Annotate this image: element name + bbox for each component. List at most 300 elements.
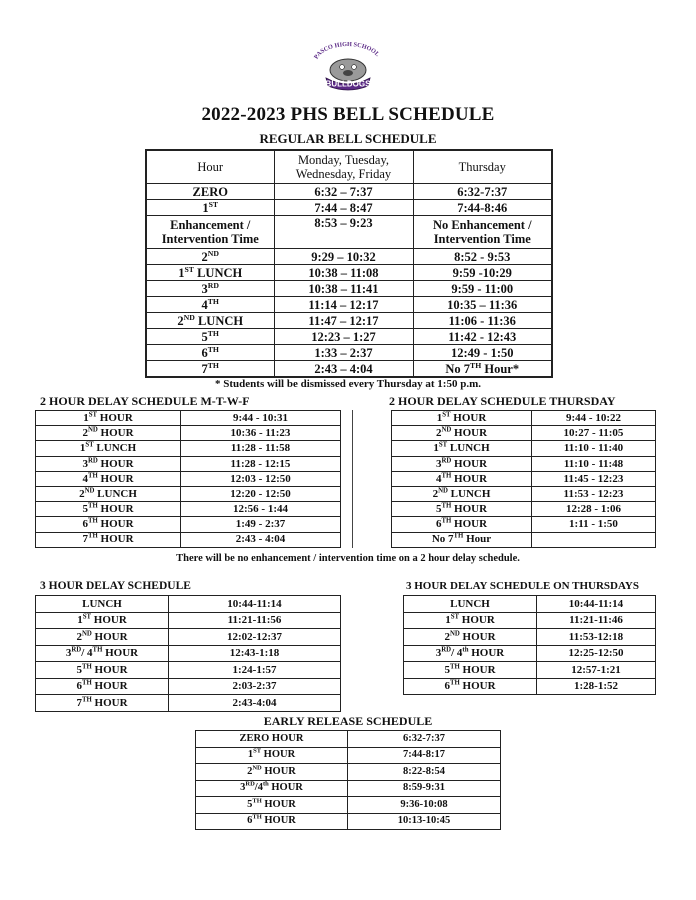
period-cell bbox=[36, 678, 169, 695]
mtwf-time-cell: 11:47 – 12:17 bbox=[274, 313, 413, 329]
period-label: HOUR bbox=[450, 411, 487, 424]
thursday-time: 9:59 - 11:00 bbox=[451, 281, 514, 296]
thursday-time-cell bbox=[413, 281, 552, 297]
period-suffix: RD bbox=[441, 456, 452, 464]
period-label: HOUR bbox=[451, 518, 488, 531]
thursday-time: 9:59 -10:29 bbox=[452, 265, 512, 280]
period-suffix: ND bbox=[438, 487, 448, 495]
table-row bbox=[392, 471, 656, 486]
thursday-suffix: TH bbox=[470, 360, 482, 370]
time-cell: 11:28 - 12:15 bbox=[181, 456, 341, 471]
period-number: 2 bbox=[432, 487, 439, 500]
period-label: / 4 bbox=[451, 647, 463, 660]
period-suffix: ST bbox=[85, 441, 94, 449]
period-number: 6 bbox=[435, 518, 442, 531]
time-cell: 2:43 - 4:04 bbox=[181, 532, 341, 547]
period-number: 2 bbox=[247, 765, 253, 777]
table-row bbox=[196, 813, 501, 830]
period-number: 3 bbox=[435, 457, 442, 470]
period-label: HOUR bbox=[97, 427, 134, 440]
period-number: 2 bbox=[79, 487, 85, 500]
hour-cell bbox=[146, 281, 274, 297]
period-number: ZERO HOUR bbox=[239, 732, 304, 744]
period-number: 1 bbox=[433, 442, 439, 455]
table-row bbox=[36, 486, 341, 501]
table-row bbox=[196, 780, 501, 797]
hour-suffix: TH bbox=[207, 296, 219, 306]
svg-text:PASCO HIGH SCHOOL bbox=[313, 42, 381, 60]
table-row bbox=[146, 184, 552, 200]
period-cell bbox=[392, 502, 532, 517]
table-row bbox=[404, 596, 656, 613]
period-cell bbox=[36, 612, 169, 629]
time-cell: 1:49 - 2:37 bbox=[181, 517, 341, 532]
period-label: HOUR bbox=[261, 749, 296, 761]
hour-label: LUNCH bbox=[194, 313, 244, 328]
hour-cell bbox=[146, 184, 274, 200]
period-label: HOUR bbox=[261, 765, 296, 777]
logo-mascot-text: BULLDOGS bbox=[325, 79, 371, 89]
hour-cell bbox=[146, 216, 274, 249]
period-suffix: TH bbox=[87, 502, 98, 510]
period-number: 6 bbox=[76, 680, 82, 693]
table-row bbox=[36, 426, 341, 441]
time-cell: 11:45 - 12:23 bbox=[532, 471, 656, 486]
period-cell bbox=[196, 780, 348, 797]
period-cell bbox=[36, 456, 181, 471]
period-label: HOUR bbox=[451, 503, 488, 516]
period-suffix: ND bbox=[87, 426, 98, 434]
hour-number: 6 bbox=[201, 345, 208, 360]
time-cell: 9:36-10:08 bbox=[348, 797, 501, 814]
period-suffix: TH bbox=[252, 813, 262, 821]
table-row bbox=[146, 281, 552, 297]
time-cell: 8:59-9:31 bbox=[348, 780, 501, 797]
hour-number: 4 bbox=[201, 297, 208, 312]
period-suffix: ST bbox=[88, 411, 98, 419]
time-cell: 8:22-8:54 bbox=[348, 764, 501, 781]
header-mtwf: Monday, Tuesday, Wednesday, Friday bbox=[274, 150, 413, 184]
period-cell bbox=[36, 426, 181, 441]
table-row bbox=[196, 764, 501, 781]
period-suffix: TH bbox=[441, 517, 452, 525]
hour-suffix: TH bbox=[207, 328, 219, 338]
period-number: 3 bbox=[65, 647, 72, 660]
period-label-2: HOUR bbox=[268, 782, 303, 794]
time-cell: 2:03-2:37 bbox=[169, 678, 341, 695]
hour-suffix: RD bbox=[207, 280, 219, 290]
table-row bbox=[392, 426, 656, 441]
table-row bbox=[36, 629, 341, 646]
period-number: 1 bbox=[445, 614, 451, 627]
period-suffix: ST bbox=[253, 747, 262, 755]
period-cell bbox=[36, 441, 181, 456]
period-label: LUNCH bbox=[93, 442, 137, 455]
thursday-time: 6:32-7:37 bbox=[457, 184, 508, 199]
period-suffix: TH bbox=[449, 662, 460, 670]
table-row bbox=[36, 471, 341, 486]
thursday-time: 11:06 - 11:36 bbox=[448, 313, 516, 328]
time-cell: 12:25-12:50 bbox=[537, 645, 656, 662]
period-cell bbox=[404, 645, 537, 662]
dismissal-footnote: * Students will be dismissed every Thursday at 1:50 p.m. bbox=[215, 378, 481, 390]
delay2-note: There will be no enhancement / intervention time on a 2 hour delay schedule. bbox=[176, 553, 520, 564]
period-number: 7 bbox=[76, 696, 82, 709]
period-label: Hour bbox=[463, 533, 492, 546]
table-row bbox=[404, 629, 656, 646]
hour-number: 3 bbox=[201, 281, 208, 296]
period-label: HOUR bbox=[97, 533, 134, 546]
period-cell bbox=[196, 764, 348, 781]
time-cell: 10:44-11:14 bbox=[537, 596, 656, 613]
period-suffix: TH bbox=[81, 679, 92, 687]
time-cell: 10:36 - 11:23 bbox=[181, 426, 341, 441]
period-suffix: TH bbox=[81, 662, 92, 670]
period-label-2: HOUR bbox=[468, 647, 505, 660]
thursday-time-cell bbox=[413, 265, 552, 281]
table-row bbox=[196, 747, 501, 764]
thursday-time: 12:49 - 1:50 bbox=[451, 345, 514, 360]
hour-suffix: ND bbox=[183, 312, 195, 322]
hour-cell bbox=[146, 313, 274, 329]
column-divider bbox=[352, 410, 353, 548]
period-number: 4 bbox=[435, 472, 442, 485]
hour-number: 2 bbox=[177, 313, 184, 328]
logo-school-text: PASCO HIGH SCHOOL bbox=[312, 42, 381, 61]
table-row bbox=[36, 678, 341, 695]
page-title: 2022-2023 PHS BELL SCHEDULE bbox=[201, 104, 495, 125]
table-row bbox=[36, 532, 341, 547]
table-row bbox=[36, 441, 341, 456]
table-row bbox=[146, 216, 552, 249]
period-label: HOUR bbox=[97, 457, 134, 470]
period-number: 1 bbox=[83, 411, 89, 424]
period-number: 1 bbox=[77, 614, 83, 627]
regular-schedule-title: REGULAR BELL SCHEDULE bbox=[259, 131, 437, 146]
period-suffix: TH bbox=[441, 502, 452, 510]
table-row bbox=[36, 502, 341, 517]
period-cell bbox=[392, 471, 532, 486]
period-number: 2 bbox=[76, 630, 82, 643]
period-cell bbox=[36, 532, 181, 547]
period-label: HOUR bbox=[261, 815, 296, 827]
delay2-mtwf-table bbox=[35, 410, 341, 548]
period-label: LUNCH bbox=[447, 487, 491, 500]
period-label: HOUR bbox=[97, 503, 134, 516]
period-suffix: ST bbox=[82, 613, 92, 621]
period-label: HOUR bbox=[459, 614, 495, 627]
mtwf-time-cell: 9:29 – 10:32 bbox=[274, 249, 413, 265]
period-label: HOUR bbox=[91, 663, 128, 676]
period-number: 5 bbox=[82, 503, 88, 516]
thursday-time-cell bbox=[413, 216, 552, 249]
period-suffix: ND bbox=[449, 629, 460, 637]
period-suffix: TH bbox=[81, 695, 92, 703]
table-row bbox=[404, 678, 656, 695]
table-row bbox=[404, 662, 656, 679]
time-cell: 12:56 - 1:44 bbox=[181, 502, 341, 517]
period-cell bbox=[404, 629, 537, 646]
time-cell: 7:44-8:17 bbox=[348, 747, 501, 764]
period-suffix: ND bbox=[81, 629, 92, 637]
period-number: 1 bbox=[436, 411, 443, 424]
hour-suffix: ST bbox=[184, 264, 194, 274]
delay3-thursday-title: 3 HOUR DELAY SCHEDULE ON THURSDAYS bbox=[406, 580, 639, 592]
period-label: HOUR bbox=[97, 472, 134, 485]
thursday-time-cell bbox=[413, 329, 552, 345]
hour-number: 2 bbox=[201, 249, 208, 264]
thursday-time: 10:35 – 11:36 bbox=[447, 297, 518, 312]
time-cell: 1:11 - 1:50 bbox=[532, 517, 656, 532]
period-cell bbox=[392, 486, 532, 501]
thursday-time: No 7 bbox=[445, 361, 471, 376]
period-label: HOUR bbox=[97, 518, 134, 531]
time-cell: 9:44 - 10:31 bbox=[181, 411, 341, 426]
table-row bbox=[146, 249, 552, 265]
table-row bbox=[146, 313, 552, 329]
time-cell: 12:43-1:18 bbox=[169, 645, 341, 662]
bulldog-logo-icon bbox=[308, 42, 388, 92]
table-row bbox=[36, 411, 341, 426]
period-cell bbox=[392, 411, 532, 426]
hour-number: 5 bbox=[201, 329, 208, 344]
period-cell bbox=[392, 456, 532, 471]
table-row bbox=[392, 456, 656, 471]
period-suffix: TH bbox=[252, 797, 262, 805]
period-number: 5 bbox=[444, 663, 450, 676]
time-cell: 11:53-12:18 bbox=[537, 629, 656, 646]
period-cell bbox=[404, 662, 537, 679]
period-label: /4 bbox=[254, 782, 263, 794]
thursday-time-cell bbox=[413, 297, 552, 313]
time-cell: 6:32-7:37 bbox=[348, 731, 501, 748]
time-cell: 10:27 - 11:05 bbox=[532, 426, 656, 441]
table-row bbox=[146, 297, 552, 313]
table-row bbox=[392, 486, 656, 501]
period-suffix: TH bbox=[87, 532, 98, 540]
hour-cell bbox=[146, 297, 274, 313]
period-label-2: HOUR bbox=[102, 647, 139, 660]
period-cell bbox=[196, 731, 348, 748]
table-row bbox=[36, 456, 341, 471]
period-number: LUNCH bbox=[450, 597, 490, 610]
period-suffix: TH bbox=[441, 472, 452, 480]
period-number: 1 bbox=[247, 749, 254, 761]
table-row bbox=[392, 532, 656, 547]
period-number: 6 bbox=[444, 680, 450, 693]
hour-cell bbox=[146, 200, 274, 216]
hour-cell bbox=[146, 329, 274, 345]
period-cell bbox=[36, 411, 181, 426]
period-cell bbox=[36, 471, 181, 486]
period-suffix: RD bbox=[245, 780, 255, 788]
period-cell bbox=[404, 612, 537, 629]
table-row bbox=[36, 645, 341, 662]
mtwf-time-cell: 11:14 – 12:17 bbox=[274, 297, 413, 313]
hour-cell bbox=[146, 361, 274, 378]
delay2-mtwf-title: 2 HOUR DELAY SCHEDULE M-T-W-F bbox=[40, 394, 250, 408]
thursday-time-cell bbox=[413, 200, 552, 216]
period-label: HOUR bbox=[91, 680, 128, 693]
delay2-thursday-title: 2 HOUR DELAY SCHEDULE THURSDAY bbox=[389, 394, 616, 408]
mtwf-time-cell: 1:33 – 2:37 bbox=[274, 345, 413, 361]
period-number: LUNCH bbox=[82, 597, 122, 610]
period-suffix: TH bbox=[87, 472, 98, 480]
period-number: 2 bbox=[444, 630, 450, 643]
table-row bbox=[146, 329, 552, 345]
table-row bbox=[36, 517, 341, 532]
period-cell bbox=[196, 797, 348, 814]
time-cell: 11:21-11:56 bbox=[169, 612, 341, 629]
period-label: HOUR bbox=[459, 630, 496, 643]
table-row bbox=[404, 645, 656, 662]
period-cell bbox=[392, 426, 532, 441]
regular-schedule-table bbox=[145, 149, 553, 378]
period-number: 6 bbox=[247, 815, 253, 827]
delay3-title: 3 HOUR DELAY SCHEDULE bbox=[40, 580, 191, 592]
period-number: 6 bbox=[82, 518, 88, 531]
period-suffix: ST bbox=[442, 411, 451, 419]
period-cell bbox=[196, 813, 348, 830]
period-cell bbox=[36, 695, 169, 712]
period-cell bbox=[404, 678, 537, 695]
table-row bbox=[36, 695, 341, 712]
mtwf-time-cell: 7:44 – 8:47 bbox=[274, 200, 413, 216]
period-cell bbox=[36, 645, 169, 662]
period-suffix: TH bbox=[453, 532, 464, 540]
period-label: HOUR bbox=[91, 630, 128, 643]
hour-suffix: TH bbox=[207, 344, 219, 354]
delay3-table bbox=[35, 595, 341, 712]
table-row bbox=[404, 612, 656, 629]
period-number: 7 bbox=[82, 533, 88, 546]
period-label: HOUR bbox=[261, 798, 296, 810]
table-row bbox=[392, 502, 656, 517]
period-suffix-2: th bbox=[262, 780, 269, 788]
period-suffix: RD bbox=[71, 646, 82, 654]
time-cell: 12:28 - 1:06 bbox=[532, 502, 656, 517]
time-cell: 11:28 - 11:58 bbox=[181, 441, 341, 456]
mtwf-time-cell: 6:32 – 7:37 bbox=[274, 184, 413, 200]
time-cell: 9:44 - 10:22 bbox=[532, 411, 656, 426]
period-label: HOUR bbox=[459, 680, 496, 693]
mtwf-time-cell: 12:23 – 1:27 bbox=[274, 329, 413, 345]
period-number: 5 bbox=[247, 798, 253, 810]
period-cell bbox=[392, 441, 532, 456]
period-cell bbox=[36, 517, 181, 532]
hour-suffix: TH bbox=[207, 360, 219, 370]
time-cell: 1:24-1:57 bbox=[169, 662, 341, 679]
time-cell: 12:02-12:37 bbox=[169, 629, 341, 646]
period-cell bbox=[36, 662, 169, 679]
period-label: LUNCH bbox=[94, 487, 137, 500]
time-cell: 2:43-4:04 bbox=[169, 695, 341, 712]
header-hour: Hour bbox=[146, 150, 274, 184]
time-cell: 11:21-11:46 bbox=[537, 612, 656, 629]
hour-number: 1 bbox=[202, 200, 209, 215]
time-cell bbox=[532, 532, 656, 547]
thursday-time: 11:42 - 12:43 bbox=[448, 329, 517, 344]
table-row bbox=[146, 265, 552, 281]
school-logo bbox=[308, 42, 388, 92]
period-number: 5 bbox=[76, 663, 82, 676]
early-release-table bbox=[195, 730, 501, 830]
period-number: 3 bbox=[240, 782, 246, 794]
table-row bbox=[146, 345, 552, 361]
period-number: 2 bbox=[435, 427, 442, 440]
table-row bbox=[392, 411, 656, 426]
time-cell: 12:57-1:21 bbox=[537, 662, 656, 679]
hour-suffix: ST bbox=[208, 199, 219, 209]
period-label: HOUR bbox=[459, 663, 496, 676]
hour-label: LUNCH bbox=[193, 265, 243, 280]
thursday-time-cell bbox=[413, 313, 552, 329]
thursday-time-cell bbox=[413, 361, 552, 378]
period-number: 3 bbox=[435, 647, 442, 660]
table-header-row bbox=[146, 150, 552, 184]
period-suffix: TH bbox=[87, 517, 98, 525]
hour-suffix: ND bbox=[207, 248, 219, 258]
period-cell bbox=[36, 629, 169, 646]
thursday-time: 7:44-8:46 bbox=[457, 200, 508, 215]
table-row bbox=[196, 797, 501, 814]
period-number: 3 bbox=[82, 457, 88, 470]
thursday-time-cell bbox=[413, 345, 552, 361]
time-cell: 10:44-11:14 bbox=[169, 596, 341, 613]
hour-cell bbox=[146, 265, 274, 281]
period-number: 1 bbox=[79, 442, 86, 455]
table-row bbox=[392, 517, 656, 532]
period-cell bbox=[36, 502, 181, 517]
table-row bbox=[146, 361, 552, 378]
table-row bbox=[196, 731, 501, 748]
period-suffix-2: TH bbox=[92, 646, 103, 654]
thursday-time-cell bbox=[413, 249, 552, 265]
period-label: / 4 bbox=[81, 647, 93, 660]
period-label: HOUR bbox=[91, 614, 127, 627]
header-thursday: Thursday bbox=[413, 150, 552, 184]
mtwf-time-cell: 2:43 – 4:04 bbox=[274, 361, 413, 378]
period-cell bbox=[404, 596, 537, 613]
period-label: HOUR bbox=[451, 457, 488, 470]
time-cell: 11:10 - 11:48 bbox=[532, 456, 656, 471]
delay3-thursday-table bbox=[403, 595, 656, 695]
thursday-time: 8:52 - 9:53 bbox=[454, 249, 511, 264]
period-suffix: RD bbox=[87, 456, 98, 464]
table-row bbox=[36, 596, 341, 613]
period-label: HOUR bbox=[97, 411, 133, 424]
period-suffix-2: th bbox=[462, 646, 469, 654]
period-suffix: ST bbox=[450, 613, 460, 621]
early-release-title: EARLY RELEASE SCHEDULE bbox=[263, 714, 433, 728]
hour-cell bbox=[146, 345, 274, 361]
period-number: 5 bbox=[435, 503, 442, 516]
thursday-time: No Enhancement / Intervention Time bbox=[432, 218, 532, 246]
period-cell bbox=[392, 532, 532, 547]
mtwf-time-cell: 10:38 – 11:08 bbox=[274, 265, 413, 281]
period-suffix: TH bbox=[449, 679, 460, 687]
period-label: LUNCH bbox=[447, 442, 490, 455]
period-suffix: ND bbox=[252, 764, 262, 772]
mtwf-time-cell: 10:38 – 11:41 bbox=[274, 281, 413, 297]
period-label: HOUR bbox=[451, 472, 488, 485]
period-cell bbox=[36, 486, 181, 501]
hour-number: 7 bbox=[201, 361, 208, 376]
period-suffix: ND bbox=[84, 487, 95, 495]
time-cell: 11:10 - 11:40 bbox=[532, 441, 656, 456]
mtwf-time-cell: 8:53 – 9:23 bbox=[274, 216, 413, 249]
period-label: HOUR bbox=[91, 696, 128, 709]
